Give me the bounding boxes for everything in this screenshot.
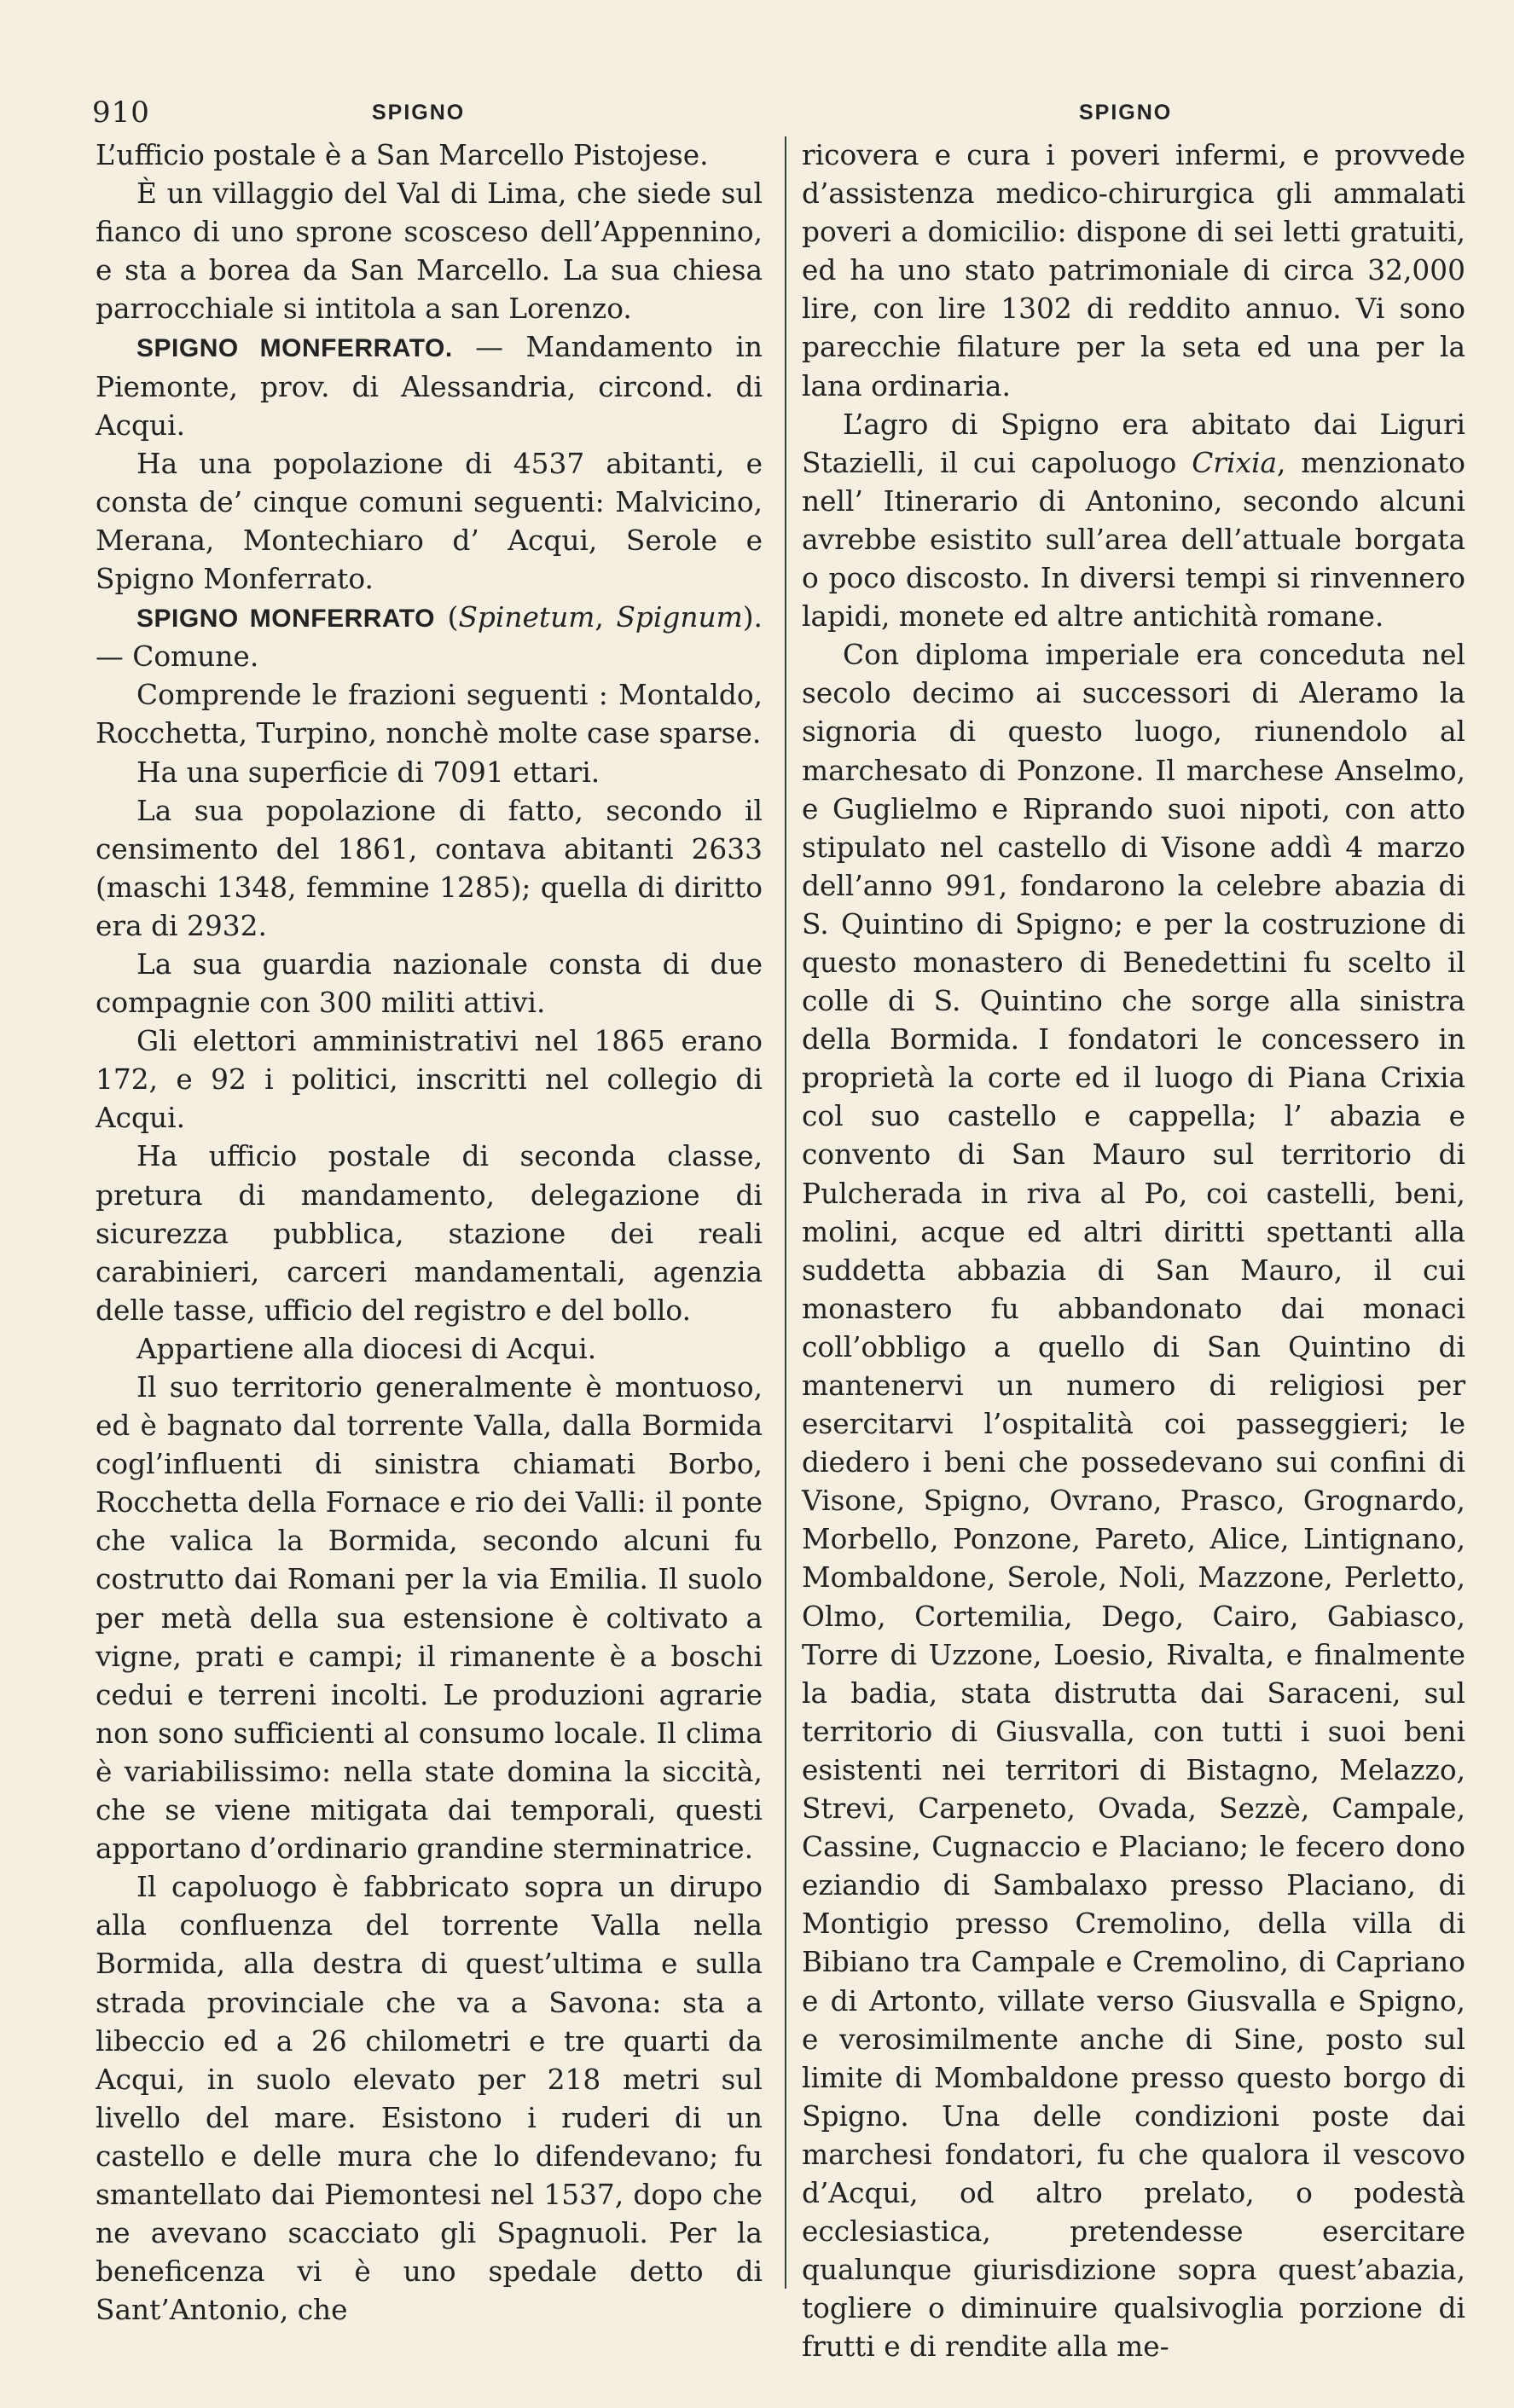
paragraph: Ha ufficio postale di seconda classe, pretura di mandamento, delegazione di sicurezza pubblica, stazione dei reali carabinieri, carceri mandamentali, agenzia delle tasse, ufficio del registro e del bollo. [96, 1140, 763, 1327]
paragraph: È un villaggio del Val di Lima, che siede sul fianco di uno sprone scosceso dell’Appennino, e sta a borea da San Marcello. La sua chiesa parrocchiale si intitola a san Lorenzo. [96, 177, 763, 326]
paragraph: Il capoluogo è fabbricato sopra un dirupo alla confluenza del torrente Valla nella Bormida, alla destra di quest’ultima e sulla strada provinciale che va a Savona: sta a libeccio ed a 26 chilometri e tre quarti da Acqui, in suolo elevato per 218 metri sul livello del mare. Esistono i ruderi di un castello e delle mura che lo difendevano; fu smantellato dai Piemontesi nel 1537, dopo che ne avevano scacciato gli Spagnuoli. Per la beneficenza vi è uno spedale detto di Sant’Antonio, che [96, 1871, 763, 2327]
entry-spigno-monferrato-mandamento [96, 328, 763, 444]
paragraph [802, 406, 1465, 637]
page-number: 910 [92, 96, 150, 130]
paragraph: Ha una superficie di 7091 ettari. [136, 755, 600, 789]
paragraph: Gli elettori amministrativi nel 1865 erano 172, e 92 i politici, inscritti nel collegio di Acqui. [96, 1025, 763, 1135]
column-divider [785, 136, 786, 2289]
place-name: Crixia [1192, 446, 1278, 479]
paragraph: La sua guardia nazionale consta di due compagnie con 300 militi attivi. [96, 947, 763, 1020]
paragraph: Comprende le frazioni seguenti : Montaldo, Rocchetta, Turpino, nonchè molte case sparse. [96, 679, 763, 750]
paragraph: Il suo territorio generalmente è montuoso, ed è bagnato dal torrente Valla, dalla Bormida cogl’influenti di sinistra chiamati Borbo, Rocchetta della Fornace e rio dei Valli: il ponte che valica la Bormida, secondo alcuni fu costrutto dai Romani per la via Emilia. Il suolo per metà della sua estensione è coltivato a vigne, prati e campi; il rimanente è a boschi cedui e terreni incolti. Le produzioni agrarie non sono sufficienti al consumo locale. Il clima è variabilissimo: nella state domina la siccità, che se viene mitigata dai temporali, questi apportano d’ordinario grandine sterminatrice. [96, 1371, 763, 1866]
paragraph: Appartiene alla diocesi di Acqui. [136, 1332, 597, 1365]
paragraph: Con diploma imperiale era conceduta nel secolo decimo ai successori di Aleramo la signoria di questo luogo, riunendolo al marchesato di Ponzone. Il marchese Anselmo, e Guglielmo e Riprando suoi nipoti, con atto stipulato nel castello di Visone addì 4 marzo dell’anno 991, fondarono la celebre abazia di S. Quintino di Spigno; e per la costruzione di questo monastero di Benedettini fu scelto il colle di S. Quintino che sorge alla sinistra della Bormida. I fondatori le concessero in proprietà la corte ed il luogo di Piana Crixia col suo castello e cappella; l’ abazia e convento di San Mauro sul territorio di Pulcherada in riva al Po, coi castelli, beni, molini, acque ed altri diritti spettanti alla suddetta abbazia di San Mauro, il cui monastero fu abbandonato dai monaci coll’obbligo a quello di San Quintino di mantenervi un numero di religiosi per esercitarvi l’ospitalità coi passeggieri; le diedero i beni che possedevano sui confini di Visone, Spigno, Ovrano, Prasco, Grognardo, Morbello, Ponzone, Pareto, Alice, Lintignano, Mombaldone, Serole, Noli, Mazzone, Perletto, Olmo, Cortemilia, Dego, Cairo, Gabiasco, Torre di Uzzone, Loesio, Rivalta, e finalmente la badia, stata distrutta dai Saraceni, sul territorio di Giusvalla, con tutti i suoi beni esistenti nei territori di Bistagno, Melazzo, Strevi, Carpeneto, Ovada, Sezzè, Campale, Cassine, Cugnaccio e Placiano; le fecero dono eziandio di Sambalaxo presso Placiano, di Montigio presso Cremolino, della villa di Bibiano tra Campale e Cremolino, di Capriano e di Artonto, villate verso Giusvalla e Spigno, e verosimilmente anche di Sine, posto sul limite di Mombaldone presso questo borgo di Spigno. Una delle condizioni poste dai marchesi fondatori, fu che qualora il vescovo d’Acqui, od altro prelato, o podestà ecclesiastica, pretendesse esercitare qualunque giurisdizione sopra quest’abazia, togliere o diminuire qualsivoglia porzione di frutti e di rendite alla me- [802, 639, 1465, 2364]
entry-text: ). — Comune. [96, 601, 763, 674]
paragraph: ricovera e cura i poveri infermi, e provvede d’assistenza medico-chirurgica gli ammalati poveri a domicilio: dispone di sei letti gratuiti, ed ha uno stato patrimoniale di circa 32,000 lire, con lire 1302 di reddito annuo. Vi sono parecchie filature per la seta ed una per la lana ordinaria. [802, 139, 1465, 402]
entry-text: — Mandamento in Piemonte, prov. di Alessandria, circond. di Acqui. [96, 331, 763, 442]
left-column [96, 136, 763, 2330]
entry-text: ( [434, 601, 459, 634]
paragraph-text: L’agro di Spigno era abitato dai Liguri Stazielli, il cui capoluogo [802, 408, 1465, 479]
running-head-right: SPIGNO [1079, 101, 1173, 124]
running-head-left: SPIGNO [372, 101, 466, 124]
paragraph: L’ufficio postale è a San Marcello Pistojese. [96, 139, 709, 171]
latin-name: Spinetum [458, 601, 595, 634]
entry-spigno-monferrato-comune [96, 599, 763, 676]
paragraph: La sua popolazione di fatto, secondo il censimento del 1861, contava abitanti 2633 (maschi 1348, femmine 1285); quella di diritto era di 2932. [96, 794, 763, 942]
entry-text: , [595, 601, 617, 634]
paragraph-text: , menzionato nell’ Itinerario di Antonino, secondo alcuni avrebbe esistito sull’area dell’attuale borgata o poco discosto. In diversi tempi si rinvennero lapidi, monete ed altre antichità romane. [802, 446, 1465, 634]
entry-heading: SPIGNO MONFERRATO [136, 605, 435, 634]
right-column [802, 136, 1465, 2366]
latin-name: Spignum [616, 601, 743, 634]
entry-heading: SPIGNO MONFERRATO. [136, 334, 453, 363]
paragraph: Ha una popolazione di 4537 abitanti, e consta de’ cinque comuni seguenti: Malvicino, Merana, Montechiaro d’ Acqui, Serole e Spigno Monferrato. [96, 447, 763, 596]
